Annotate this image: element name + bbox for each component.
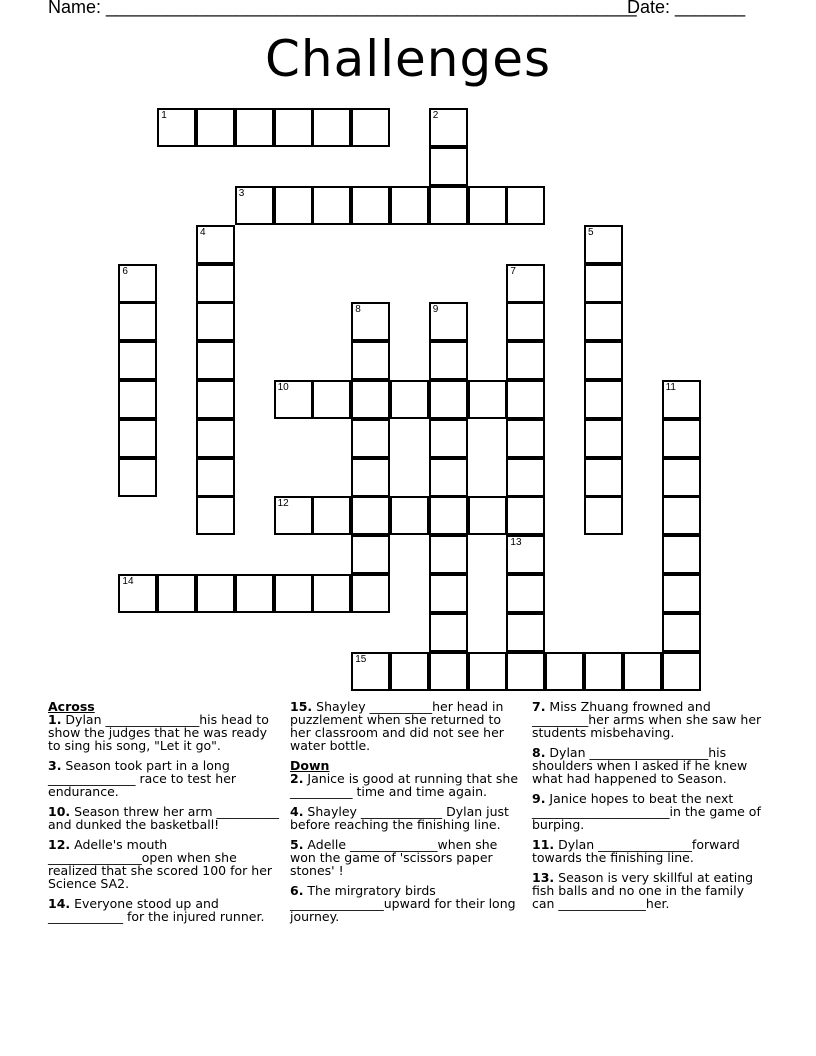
crossword-cell[interactable] <box>506 496 545 535</box>
clue-number-label: 4 <box>200 226 206 238</box>
crossword-cell[interactable] <box>118 574 157 613</box>
clue-text: Dylan _______________forward towards the finishing line. <box>532 837 740 865</box>
clue-across-3 <box>48 759 283 798</box>
crossword-cell[interactable] <box>584 419 623 458</box>
crossword-cell[interactable] <box>662 613 701 652</box>
clue-number: 7. <box>532 699 546 714</box>
clue-number: 15. <box>290 699 313 714</box>
crossword-cell[interactable] <box>623 652 662 691</box>
crossword-cell[interactable] <box>196 380 235 419</box>
crossword-cell[interactable] <box>584 264 623 303</box>
crossword-cell[interactable] <box>506 419 545 458</box>
crossword-cell[interactable] <box>274 496 313 535</box>
clue-text: Season is very skillful at eating fish balls and no one in the family can ______________her. <box>532 870 754 911</box>
crossword-cell[interactable] <box>118 458 157 497</box>
crossword-cell[interactable] <box>312 380 351 419</box>
clue-down-13 <box>532 871 762 910</box>
crossword-cell[interactable] <box>118 380 157 419</box>
crossword-cell[interactable] <box>662 535 701 574</box>
clue-number-label: 13 <box>510 537 522 549</box>
crossword-cell[interactable] <box>312 496 351 535</box>
clue-text: Janice is good at running that she __________ time and time again. <box>290 771 519 799</box>
crossword-cell[interactable] <box>506 186 545 225</box>
clue-number-label: 11 <box>665 382 676 393</box>
clue-down-11 <box>532 838 762 864</box>
crossword-cell[interactable] <box>274 108 313 147</box>
clue-number-label: 3 <box>238 188 245 199</box>
crossword-cell[interactable] <box>351 341 390 380</box>
crossword-cell[interactable] <box>274 186 313 225</box>
crossword-cell[interactable] <box>118 302 157 341</box>
crossword-cell[interactable] <box>196 264 235 303</box>
clues-column-3 <box>532 700 762 917</box>
crossword-cell[interactable] <box>351 652 390 691</box>
clue-number: 10. <box>48 804 71 819</box>
date-field-label[interactable]: Date: _______ <box>627 0 746 17</box>
crossword-cell[interactable] <box>351 186 390 225</box>
crossword-cell[interactable] <box>312 574 351 613</box>
crossword-cell[interactable] <box>351 302 390 341</box>
crossword-cell[interactable] <box>429 458 468 497</box>
crossword-cell[interactable] <box>584 225 623 264</box>
crossword-cell[interactable] <box>468 496 507 535</box>
clue-number-label: 8 <box>355 304 361 316</box>
crossword-cell[interactable] <box>118 264 157 303</box>
crossword-cell[interactable] <box>196 574 235 613</box>
clue-across-1 <box>48 713 283 752</box>
clue-number: 4. <box>290 804 304 819</box>
crossword-cell[interactable] <box>196 419 235 458</box>
crossword-cell[interactable] <box>196 225 235 264</box>
crossword-cell[interactable] <box>351 380 390 419</box>
crossword-cell[interactable] <box>584 302 623 341</box>
crossword-cell[interactable] <box>468 652 507 691</box>
crossword-cell[interactable] <box>662 380 701 419</box>
clue-down-5 <box>290 838 523 877</box>
page-title: Challenges <box>264 30 552 88</box>
crossword-cell[interactable] <box>118 341 157 380</box>
crossword-cell[interactable] <box>429 652 468 691</box>
crossword-cell[interactable] <box>429 186 468 225</box>
clue-number: 14. <box>48 896 71 911</box>
clue-number-label: 1 <box>161 110 167 122</box>
clue-text: Janice hopes to beat the next ______________________in the game of burping. <box>532 791 761 832</box>
clue-text: Adelle's mouth _______________open when she realized that she scored 100 for her Science SA2. <box>48 837 273 891</box>
crossword-cell[interactable] <box>157 108 196 147</box>
clue-number-label: 10 <box>277 382 289 393</box>
clue-number: 9. <box>532 791 546 806</box>
clue-number-label: 2 <box>432 110 439 122</box>
crossword-cell[interactable] <box>196 108 235 147</box>
down-heading: Down <box>290 758 330 773</box>
clue-text: Dylan _______________his head to show the judges that he was ready to sing his song, "Let it go". <box>48 712 269 753</box>
clue-number-label: 12 <box>277 498 289 510</box>
crossword-cell[interactable] <box>429 147 468 186</box>
crossword-cell[interactable] <box>584 496 623 535</box>
crossword-cell[interactable] <box>351 574 390 613</box>
crossword-cell[interactable] <box>351 419 390 458</box>
clue-number: 5. <box>290 837 304 852</box>
clue-down-7 <box>532 700 762 739</box>
clues-section <box>0 700 816 1000</box>
crossword-cell[interactable] <box>545 652 584 691</box>
crossword-cell[interactable] <box>506 613 545 652</box>
crossword-cell[interactable] <box>351 458 390 497</box>
clue-number-label: 6 <box>122 265 128 277</box>
clue-text: Dylan ___________________his shoulders when I asked if he knew what had happened to Season. <box>532 745 748 786</box>
clue-across-14 <box>48 897 283 923</box>
crossword-cell[interactable] <box>506 264 545 303</box>
crossword-cell[interactable] <box>662 458 701 497</box>
crossword-cell[interactable] <box>506 458 545 497</box>
clue-number: 6. <box>290 883 304 898</box>
crossword-cell[interactable] <box>584 341 623 380</box>
crossword-cell[interactable] <box>506 652 545 691</box>
clue-number: 1. <box>48 712 62 727</box>
clue-down-2 <box>290 772 523 798</box>
crossword-cell[interactable] <box>157 574 196 613</box>
crossword-cell[interactable] <box>235 186 274 225</box>
name-field-label[interactable]: Name: _____________________________________________________ <box>48 0 637 17</box>
crossword-cell[interactable] <box>196 458 235 497</box>
clue-down-9 <box>532 792 762 831</box>
crossword-cell[interactable] <box>312 186 351 225</box>
clue-text: Adelle ______________when she won the game of 'scissors paper stones' ! <box>290 837 498 878</box>
crossword-cell[interactable] <box>506 574 545 613</box>
crossword-cell[interactable] <box>429 108 468 147</box>
clue-number: 11. <box>532 837 555 852</box>
crossword-cell[interactable] <box>429 535 468 574</box>
crossword-cell[interactable] <box>429 613 468 652</box>
crossword-cell[interactable] <box>662 496 701 535</box>
clue-text: Shayley __________her head in puzzlement when she returned to her classroom and did not see her water bottle. <box>290 699 504 753</box>
clue-number-label: 7 <box>510 265 516 277</box>
crossword-cell[interactable] <box>506 302 545 341</box>
clue-down-8 <box>532 746 762 785</box>
crossword-cell[interactable] <box>196 302 235 341</box>
crossword-cell[interactable] <box>429 496 468 535</box>
clue-number-label: 14 <box>122 576 134 587</box>
clue-number-label: 9 <box>432 304 439 316</box>
clue-down-4 <box>290 805 523 831</box>
crossword-cell[interactable] <box>235 574 274 613</box>
crossword-cell[interactable] <box>351 108 390 147</box>
clue-text: Season threw her arm __________ and dunked the basketball! <box>48 804 280 832</box>
crossword-cell[interactable] <box>429 574 468 613</box>
crossword-cell[interactable] <box>662 574 701 613</box>
crossword-cell[interactable] <box>662 419 701 458</box>
crossword-cell[interactable] <box>468 186 507 225</box>
crossword-cell[interactable] <box>429 419 468 458</box>
clue-across-12 <box>48 838 283 890</box>
crossword-cell[interactable] <box>662 652 701 691</box>
clues-column-1 <box>48 700 283 930</box>
clue-number: 3. <box>48 758 62 773</box>
crossword-cell[interactable] <box>390 652 429 691</box>
clue-number: 12. <box>48 837 71 852</box>
clue-text: The mirgratory birds _______________upward for their long journey. <box>290 883 516 924</box>
crossword-cell[interactable] <box>584 458 623 497</box>
crossword-cell[interactable] <box>429 302 468 341</box>
clue-across-15 <box>290 700 523 752</box>
clue-text: Season took part in a long ______________ race to test her endurance. <box>48 758 237 799</box>
clue-text: Everyone stood up and ____________ for the injured runner. <box>48 896 265 924</box>
crossword-cell[interactable] <box>390 496 429 535</box>
crossword-cell[interactable] <box>274 574 313 613</box>
clue-text: Shayley _____________ Dylan just before reaching the finishing line. <box>290 804 509 832</box>
clue-down-6 <box>290 884 523 923</box>
crossword-cell[interactable] <box>390 186 429 225</box>
clue-number-label: 15 <box>355 653 367 665</box>
crossword-cell[interactable] <box>351 496 390 535</box>
clue-number: 13. <box>532 870 555 885</box>
crossword-cell[interactable] <box>118 419 157 458</box>
crossword-cell[interactable] <box>468 380 507 419</box>
clue-number: 8. <box>532 745 546 760</box>
crossword-cell[interactable] <box>506 380 545 419</box>
clue-number: 2. <box>290 771 304 786</box>
clue-text: Miss Zhuang frowned and _________her arms when she saw her students misbehaving. <box>532 699 762 740</box>
crossword-cell[interactable] <box>390 380 429 419</box>
crossword-cell[interactable] <box>429 380 468 419</box>
crossword-cell[interactable] <box>312 108 351 147</box>
clue-across-10 <box>48 805 283 831</box>
clues-column-2 <box>290 700 523 930</box>
crossword-cell[interactable] <box>235 108 274 147</box>
crossword-cell[interactable] <box>429 341 468 380</box>
clue-number-label: 5 <box>588 226 594 238</box>
across-heading: Across <box>48 699 95 714</box>
crossword-cell[interactable] <box>196 496 235 535</box>
crossword-cell[interactable] <box>351 535 390 574</box>
crossword-cell[interactable] <box>506 535 545 574</box>
crossword-cell[interactable] <box>506 341 545 380</box>
crossword-cell[interactable] <box>196 341 235 380</box>
crossword-cell[interactable] <box>274 380 313 419</box>
crossword-cell[interactable] <box>584 652 623 691</box>
crossword-cell[interactable] <box>584 380 623 419</box>
